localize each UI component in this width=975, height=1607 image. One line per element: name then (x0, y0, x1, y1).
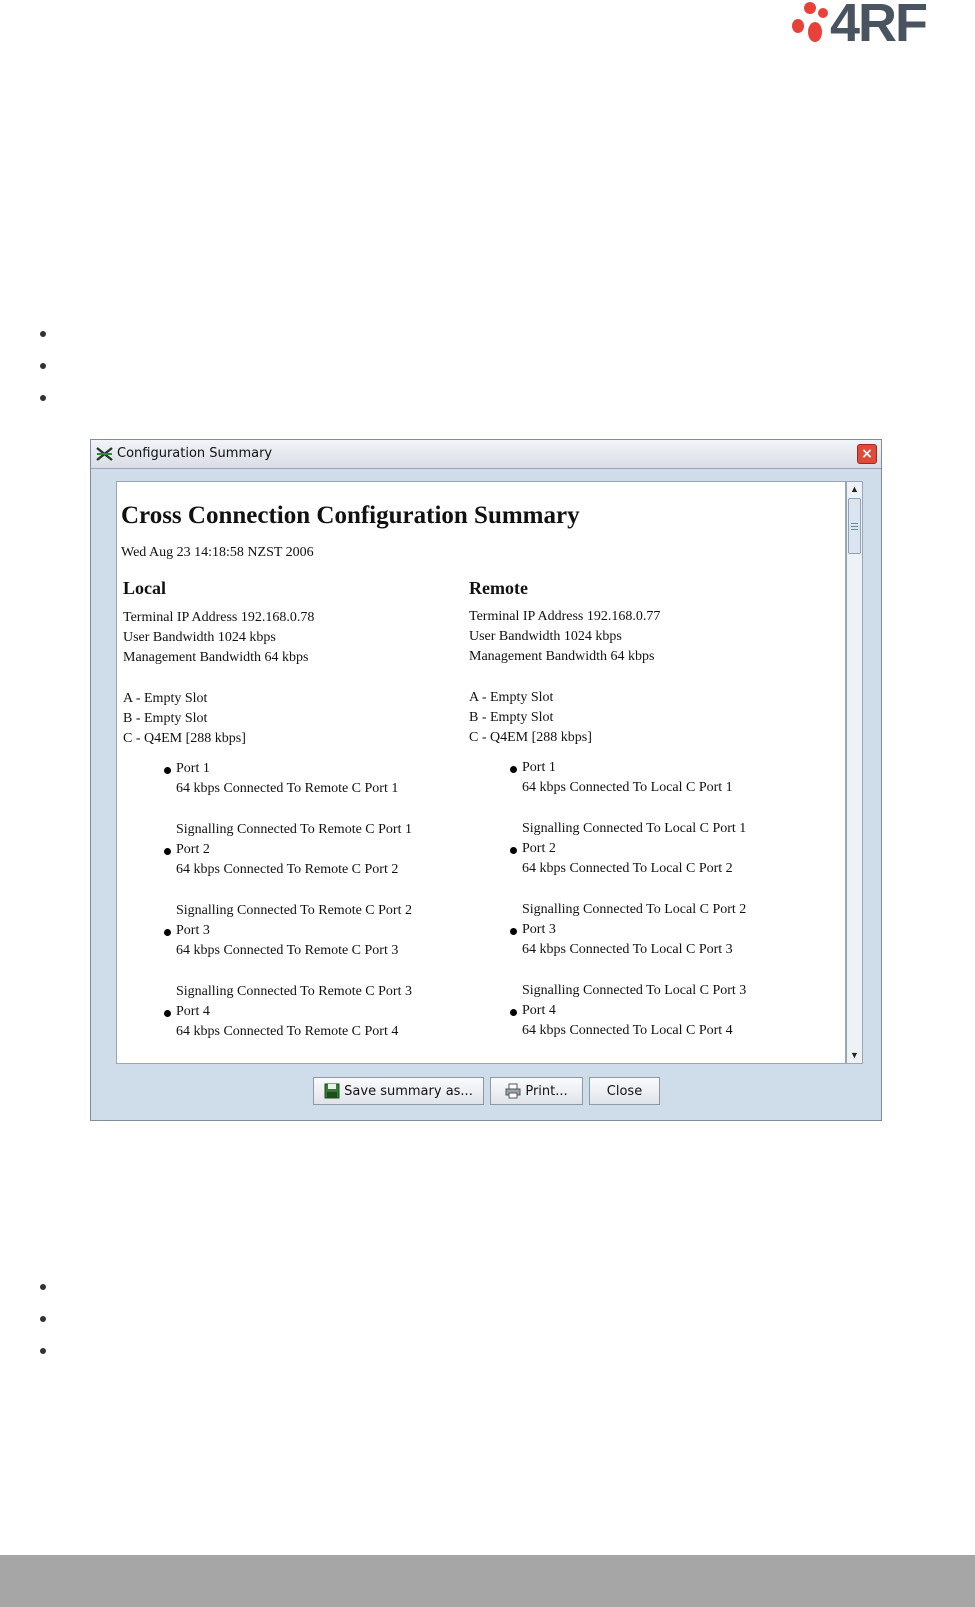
remote-port-1-data: 64 kbps Connected To Local C Port 1 (522, 780, 733, 795)
scroll-grip (851, 526, 858, 527)
local-column (123, 578, 463, 1039)
floppy-disk-icon (324, 1083, 340, 1099)
local-port-3-signalling: Signalling Connected To Remote C Port 3 (176, 984, 412, 999)
local-port-1-data: 64 kbps Connected To Remote C Port 1 (176, 781, 399, 796)
port-bullet (510, 928, 517, 935)
remote-column (469, 578, 809, 1038)
dialog-title: Configuration Summary (117, 446, 273, 461)
remote-mgmt-bandwidth: Management Bandwidth 64 kbps (469, 649, 655, 664)
port-bullet (510, 1009, 517, 1016)
scroll-down-arrow-icon[interactable]: ▼ (850, 1050, 859, 1060)
remote-slot-b: B - Empty Slot (469, 710, 554, 725)
local-port-4-data: 64 kbps Connected To Remote C Port 4 (176, 1024, 399, 1039)
local-user-bandwidth: User Bandwidth 1024 kbps (123, 630, 276, 645)
remote-heading: Remote (469, 578, 528, 598)
remote-port-2-data: 64 kbps Connected To Local C Port 2 (522, 861, 733, 876)
scroll-grip (851, 529, 858, 530)
local-slot-c: C - Q4EM [288 kbps] (123, 731, 246, 746)
local-port-2: Port 2 (176, 842, 210, 857)
local-port-3-data: 64 kbps Connected To Remote C Port 3 (176, 943, 399, 958)
page-bullet (40, 331, 46, 337)
remote-port-1: Port 1 (522, 760, 556, 775)
port-bullet (164, 848, 171, 855)
remote-port-2-signalling: Signalling Connected To Local C Port 2 (522, 902, 747, 917)
port-bullet (164, 929, 171, 936)
remote-ip: Terminal IP Address 192.168.0.77 (469, 609, 661, 624)
close-label: Close (606, 1083, 643, 1099)
save-summary-button[interactable] (313, 1077, 484, 1105)
scroll-up-arrow-icon[interactable]: ▲ (850, 484, 859, 494)
print-label: Print... (525, 1083, 568, 1099)
local-port-2-data: 64 kbps Connected To Remote C Port 2 (176, 862, 399, 877)
page-bullet (40, 1348, 46, 1354)
local-port-2-signalling: Signalling Connected To Remote C Port 2 (176, 903, 412, 918)
local-slot-b: B - Empty Slot (123, 711, 208, 726)
remote-slot-a: A - Empty Slot (469, 690, 554, 705)
cross-connect-icon (96, 446, 113, 462)
logo-dot (804, 2, 816, 14)
logo-dot (818, 8, 828, 18)
remote-port-1-signalling: Signalling Connected To Local C Port 1 (522, 821, 747, 836)
local-port-1: Port 1 (176, 761, 210, 776)
remote-port-4: Port 4 (522, 1003, 556, 1018)
summary-heading: Cross Connection Configuration Summary (121, 502, 580, 529)
print-button[interactable] (490, 1077, 583, 1105)
vertical-scrollbar[interactable] (846, 481, 863, 1064)
local-ip: Terminal IP Address 192.168.0.78 (123, 610, 315, 625)
local-heading: Local (123, 578, 166, 598)
scroll-grip (851, 523, 858, 524)
remote-user-bandwidth: User Bandwidth 1024 kbps (469, 629, 622, 644)
save-summary-label: Save summary as... (344, 1083, 473, 1099)
remote-slot-c: C - Q4EM [288 kbps] (469, 730, 592, 745)
dialog-titlebar[interactable] (91, 440, 881, 469)
page-bullet (40, 1284, 46, 1290)
logo-dot (808, 22, 822, 42)
printer-icon (505, 1083, 521, 1099)
port-bullet (164, 767, 171, 774)
page-footer-bar (0, 1555, 975, 1607)
remote-port-3: Port 3 (522, 922, 556, 937)
remote-port-4-data: 64 kbps Connected To Local C Port 4 (522, 1023, 733, 1038)
page-bullet (40, 395, 46, 401)
port-bullet (510, 766, 517, 773)
close-button[interactable] (589, 1077, 660, 1105)
scroll-thumb[interactable] (848, 498, 861, 554)
brand-logo (790, 0, 970, 53)
remote-port-3-data: 64 kbps Connected To Local C Port 3 (522, 942, 733, 957)
page-bullet (40, 1316, 46, 1322)
local-mgmt-bandwidth: Management Bandwidth 64 kbps (123, 650, 309, 665)
close-icon[interactable]: × (857, 444, 877, 464)
logo-text: 4RF (830, 0, 927, 53)
local-port-3: Port 3 (176, 923, 210, 938)
port-bullet (164, 1010, 171, 1017)
remote-port-3-signalling: Signalling Connected To Local C Port 3 (522, 983, 747, 998)
local-port-4: Port 4 (176, 1004, 210, 1019)
port-bullet (510, 847, 517, 854)
remote-port-2: Port 2 (522, 841, 556, 856)
local-port-1-signalling: Signalling Connected To Remote C Port 1 (176, 822, 412, 837)
summary-date: Wed Aug 23 14:18:58 NZST 2006 (121, 545, 314, 560)
summary-content (116, 481, 846, 1064)
logo-dot (792, 19, 804, 33)
configuration-summary-dialog (90, 439, 882, 1121)
local-slot-a: A - Empty Slot (123, 691, 208, 706)
page-bullet (40, 363, 46, 369)
